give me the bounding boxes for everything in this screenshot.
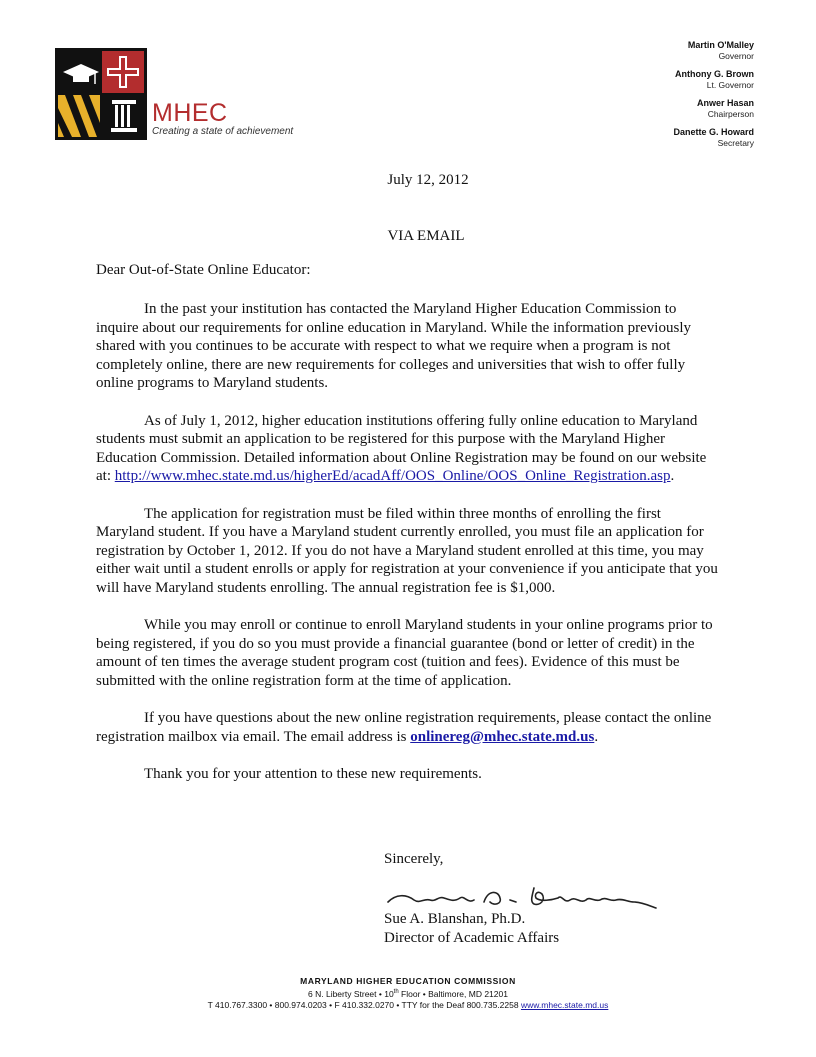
handwritten-signature <box>384 880 664 914</box>
period: . <box>670 468 675 485</box>
letter-footer <box>0 976 816 1011</box>
official-title: Chairperson <box>707 109 754 119</box>
official-title: Secretary <box>717 138 754 148</box>
official-name: Anwer Hasan <box>696 98 754 108</box>
footer-address-end: Floor • Baltimore, MD 21201 <box>398 988 508 999</box>
paragraph-guarantee: While you may enroll or continue to enroll Maryland students in your online programs prior to being registered, if you do so you must provide a financial guarantee (bond or letter of credit) in the amount of ten times the average student program cost (tuition and fees). Evidence of this must be submitted with the online registration form at the time of application. <box>96 617 713 689</box>
paragraph-intro: In the past your institution has contacted the Maryland Higher Education Commission to inquire about our requirements for online education in Maryland. While the information previously shared with you continues to be accurate with respect to what we require when a program is not completely online, there are new requirements for colleges and universities that wish to offer fully online programs to Maryland students. <box>96 301 691 392</box>
official-entry <box>673 69 754 90</box>
official-name: Danette G. Howard <box>673 127 754 137</box>
brand-block <box>152 100 293 138</box>
letter-body <box>96 300 718 802</box>
maryland-cross-quadrant <box>102 51 144 93</box>
paragraph-registration <box>96 412 718 486</box>
footer-address <box>0 987 816 1000</box>
footer-address-start: 6 N. Liberty Street • 10 <box>308 988 394 999</box>
paragraph-thanks: Thank you for your attention to these new requirements. <box>144 765 482 782</box>
signer-block <box>384 910 559 947</box>
paragraph-contact-text: If you have questions about the new online registration requirements, please contact the online registration mailbox via email. The email address is <box>96 710 712 745</box>
period: . <box>594 728 599 745</box>
signer-name: Sue A. Blanshan, Ph.D. <box>384 911 526 927</box>
official-entry <box>673 127 754 148</box>
footer-contact <box>0 1000 816 1011</box>
official-title: Governor <box>718 51 754 61</box>
footer-address-sup: th <box>393 989 399 995</box>
salutation: Dear Out-of-State Online Educator: <box>96 262 311 278</box>
official-name: Martin O'Malley <box>687 40 754 50</box>
footer-phone-numbers: T 410.767.3300 • 800.974.0203 • F 410.332.0270 • TTY for the Deaf 800.735.2258 <box>207 999 519 1010</box>
footer-website-link[interactable]: www.mhec.state.md.us <box>520 999 609 1010</box>
officials-list <box>673 40 754 156</box>
letter-date: July 12, 2012 <box>387 172 469 188</box>
paragraph-deadline: The application for registration must be filed within three months of enrolling the first Maryland student. If you have a Maryland student currently enrolled, you must file an application for registration by October 1, 2012. If you do not have a Maryland student enrolled at this time, you may either wait until a student enrolls or apply for registration at your convenience if you anticipate that you will have Maryland students enrolling. The annual registration fee is $1,000. <box>96 505 718 596</box>
paragraph-registration-text: As of July 1, 2012, higher education institutions offering fully online education to Maryland students must submit an application to be registered for this purpose with the Maryland Higher Education Commission. Detailed information about Online Registration may be found on our website at: <box>96 412 707 485</box>
delivery-method: VIA EMAIL <box>387 228 465 244</box>
official-entry <box>673 40 754 61</box>
closing: Sincerely, <box>384 851 444 867</box>
mhec-logo <box>55 48 147 140</box>
brand-name: MHEC <box>152 99 228 127</box>
official-name: Anthony G. Brown <box>675 69 754 79</box>
footer-org-name: MARYLAND HIGHER EDUCATION COMMISSION <box>300 976 516 986</box>
registration-info-link[interactable]: http://www.mhec.state.md.us/higherEd/acadAff/OOS_Online/OOS_Online_Registration.asp <box>114 468 671 485</box>
official-entry <box>673 98 754 119</box>
maryland-calvert-quadrant <box>58 95 100 137</box>
official-title: Lt. Governor <box>706 80 754 90</box>
brand-tagline: Creating a state of achievement <box>152 126 294 137</box>
paragraph-contact <box>96 709 718 746</box>
signer-title: Director of Academic Affairs <box>384 929 560 946</box>
email-link[interactable]: onlinereg@mhec.state.md.us <box>410 728 595 745</box>
